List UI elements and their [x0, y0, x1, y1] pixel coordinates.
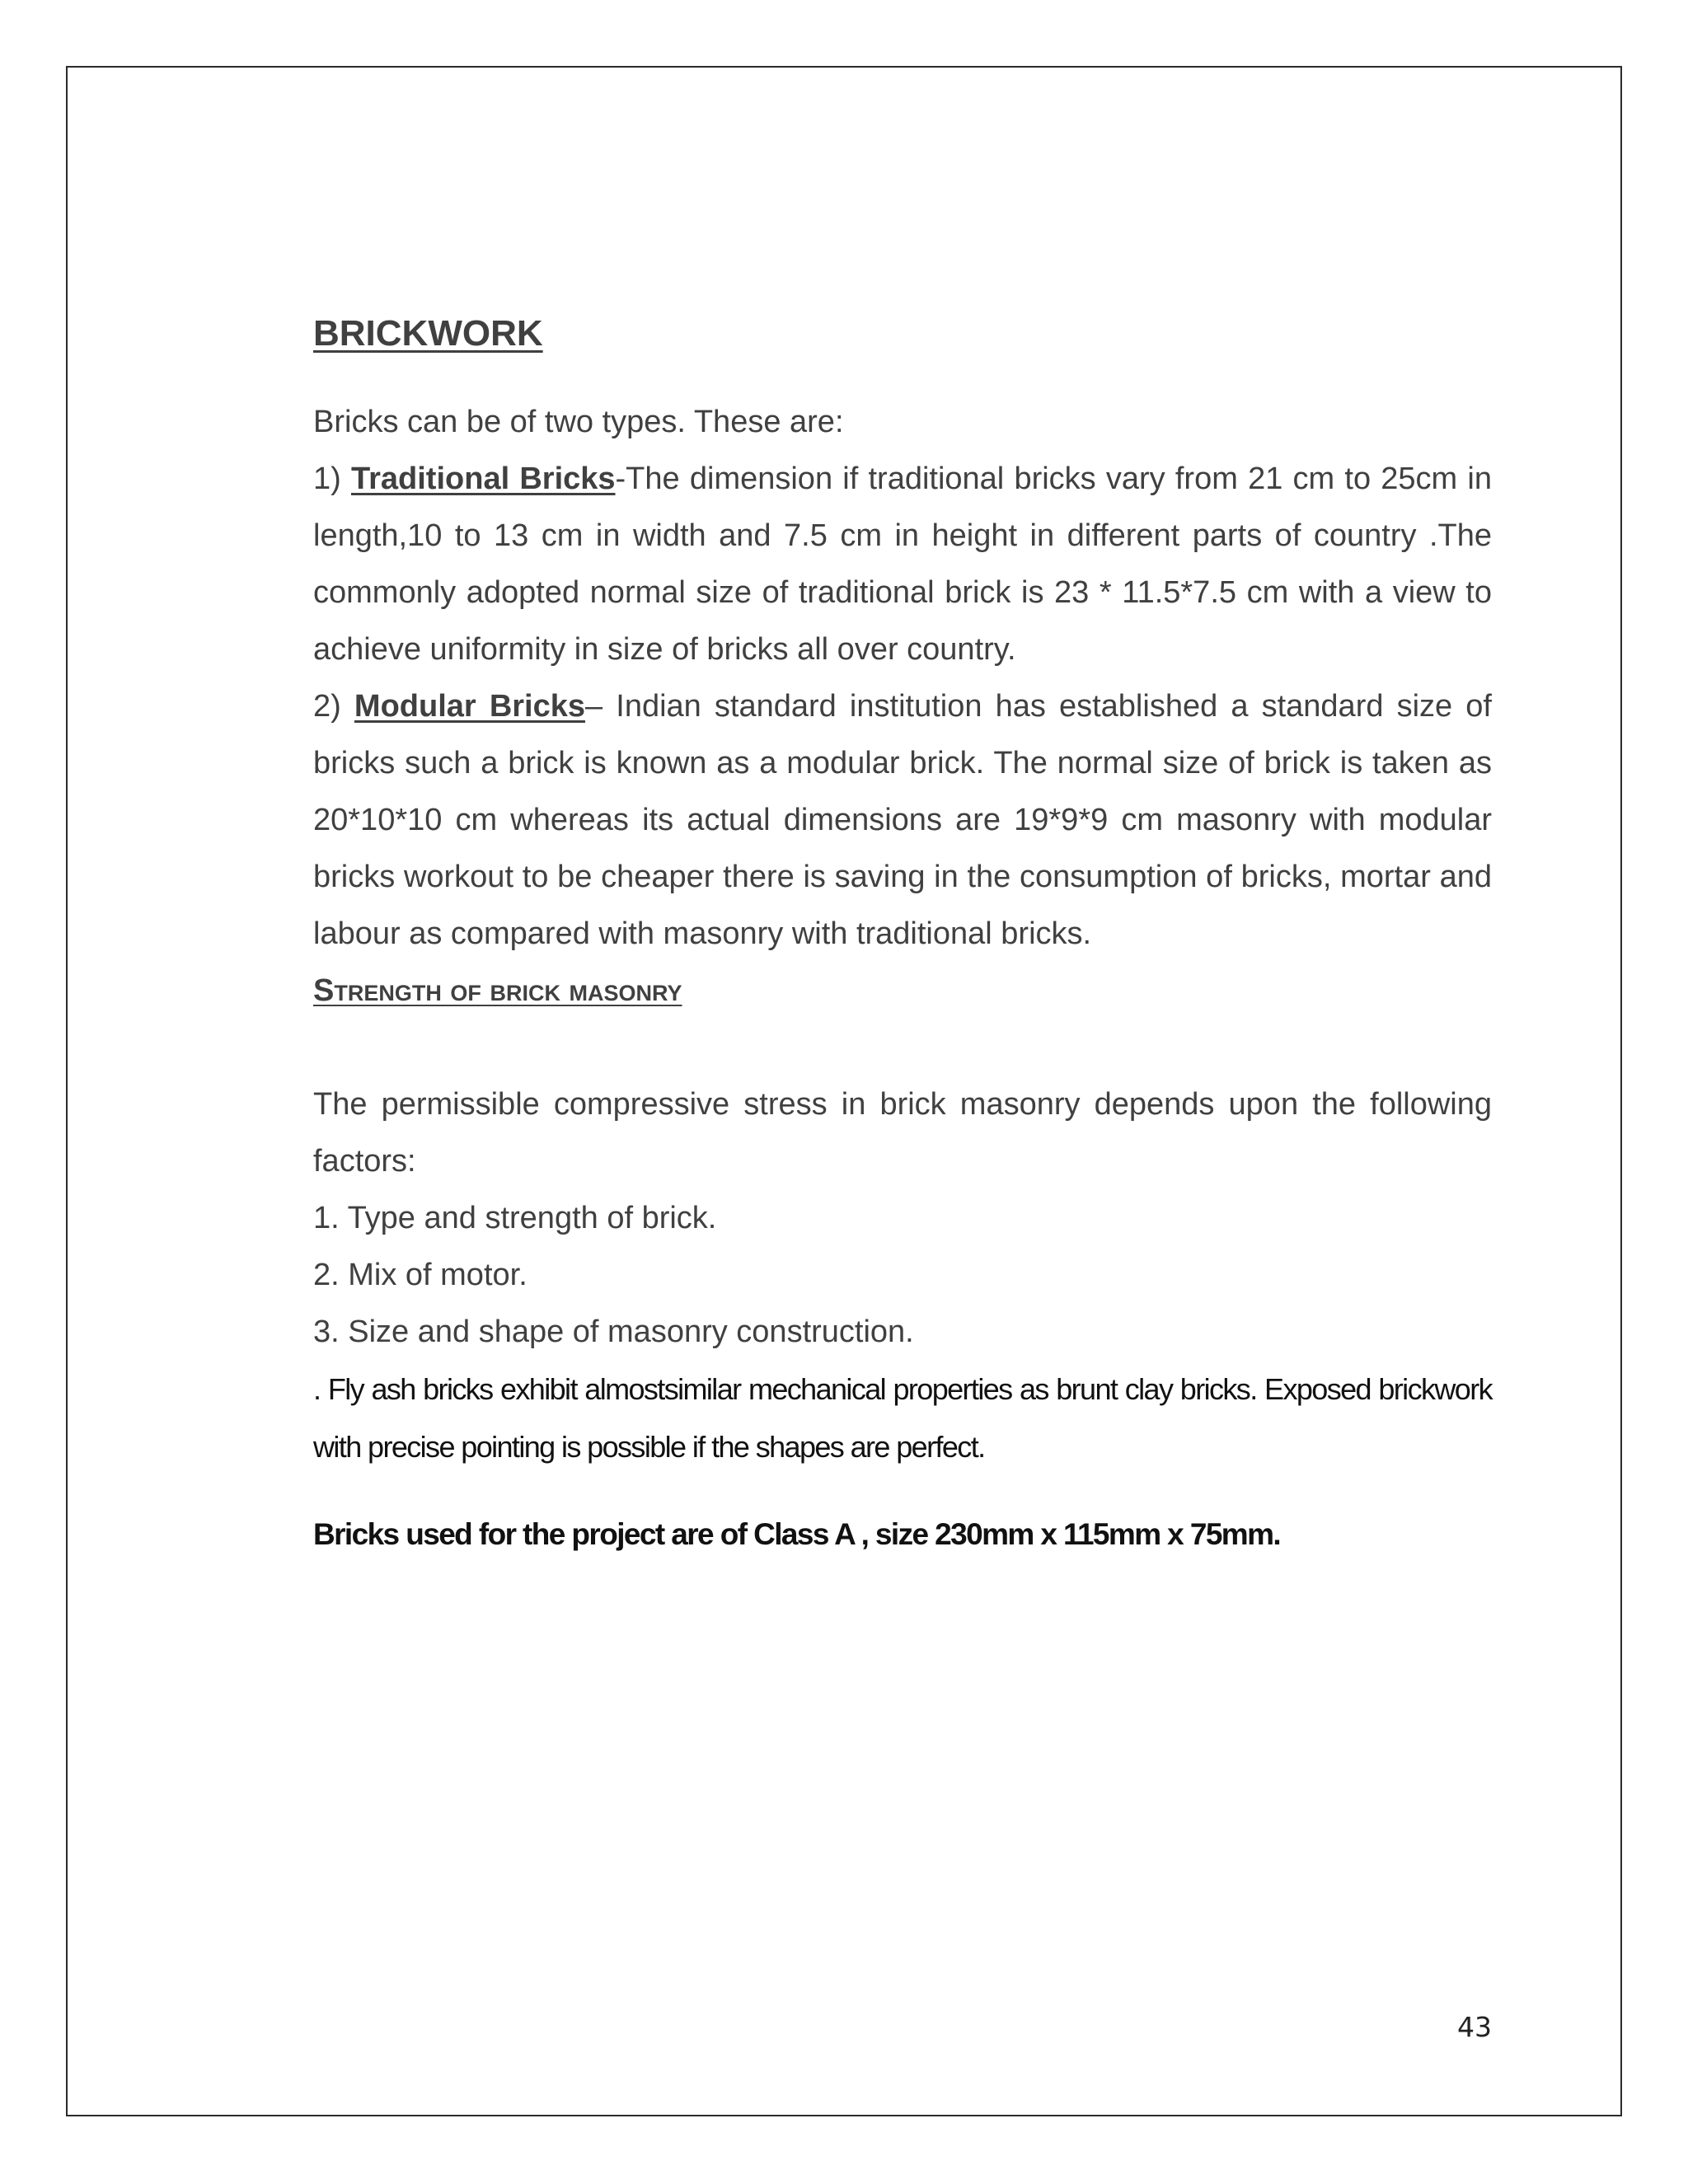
- traditional-bricks-text: -The dimension if traditional bricks vary from 21 cm to 25cm in length,10 to 13 cm in width and 7.5 cm in height in different parts of country .The commonly adopted normal size of traditional brick is 23 * 11.5*7.5 cm with a view to achieve uniformity in size of bricks all over country.: [313, 462, 1492, 667]
- traditional-bricks-term: Traditional Bricks: [351, 462, 616, 496]
- type1-number: 1): [313, 462, 351, 496]
- strength-intro-paragraph: The permissible compressive stress in brick masonry depends upon the following factors:: [313, 1087, 1492, 1179]
- factor-item-3: 3. Size and shape of masonry construction.: [313, 1315, 914, 1349]
- factor-item-1: 1. Type and strength of brick.: [313, 1201, 717, 1235]
- type2-number: 2): [313, 689, 354, 724]
- page-number: 43: [1457, 2011, 1492, 2043]
- modular-bricks-term: Modular Bricks: [354, 689, 586, 724]
- strength-subheading: Strength of brick masonry: [313, 973, 682, 1008]
- intro-paragraph: Bricks can be of two types. These are:: [313, 405, 844, 439]
- modular-bricks-text: – Indian standard institution has established a standard size of bricks such a brick is known as a modular brick. The normal size of brick is taken as 20*10*10 cm whereas its actual dimensions are 19*9*9 cm masonry with modular bricks workout to be cheaper there is saving in the consumption of bricks, mortar and labour as compared with masonry with traditional bricks.: [313, 689, 1492, 951]
- factor-item-2: 2. Mix of motor.: [313, 1258, 528, 1292]
- project-note: Bricks used for the project are of Class A , size 230mm x 115mm x 75mm.: [313, 1517, 1281, 1551]
- fly-ash-paragraph: . Fly ash bricks exhibit almostsimilar mechanical properties as brunt clay bricks. Exposed brickwork with precise pointing is possible if the shapes are perfect.: [313, 1372, 1492, 1464]
- modular-bricks-paragraph: [313, 678, 1492, 963]
- section-heading: BRICKWORK: [313, 313, 543, 354]
- page-content: [313, 305, 1492, 1563]
- traditional-bricks-paragraph: [313, 451, 1492, 678]
